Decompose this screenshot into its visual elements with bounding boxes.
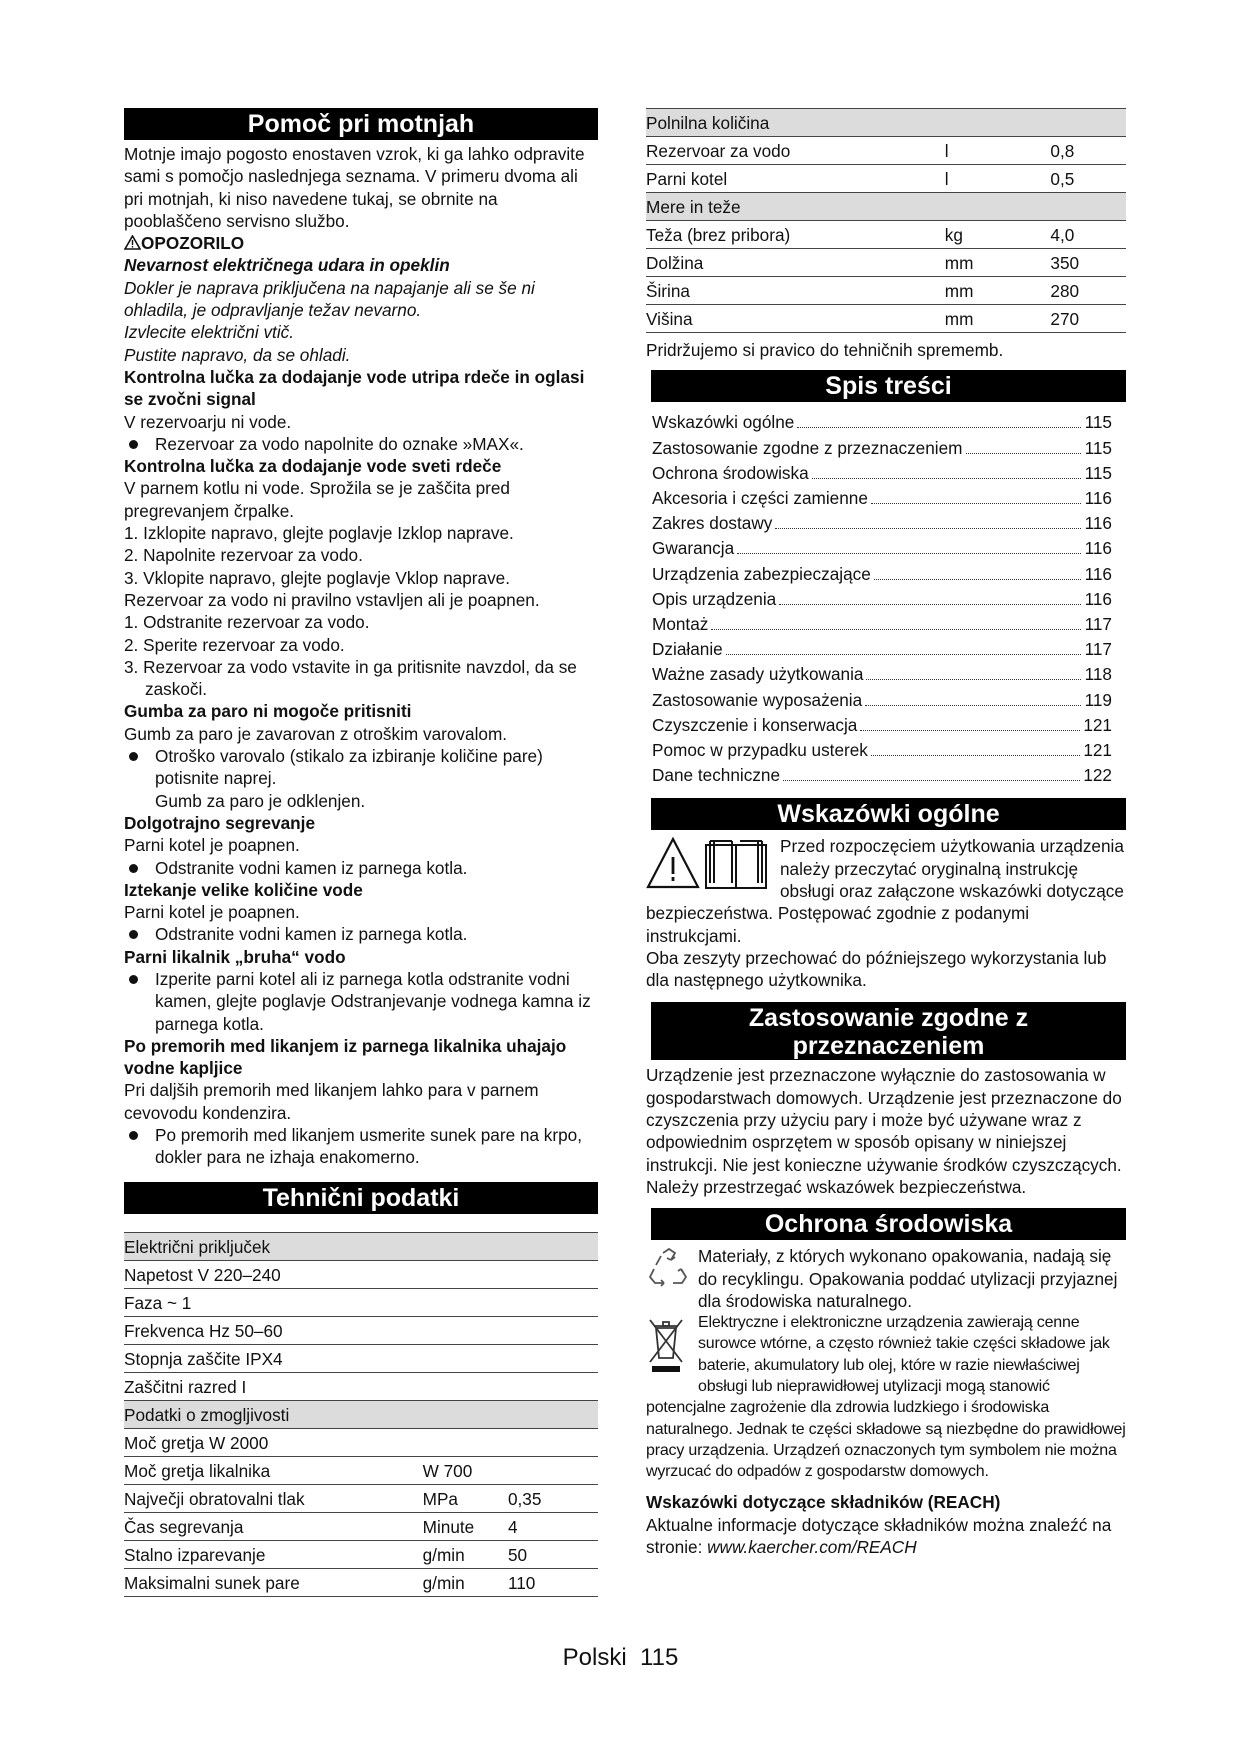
tech-section-row	[646, 109, 1126, 137]
environment-block	[646, 1245, 1126, 1482]
crossed-bin-icon	[646, 1316, 698, 1382]
reach-text-body: Aktualne informacje dotyczące składników można znaleźć na stronie:	[646, 1514, 1112, 1558]
toc-entry[interactable]	[652, 637, 1112, 662]
environment-text-weee: Elektryczne i elektroniczne urządzenia zawierają cenne surowce wtórne, a często również takie części składowe jak baterie, akumulatory lub olej, które w razie niewłaściwej obsługi lub nieprawidłowej utylizacji mogą stanowić potencjalne zagrożenie dla zdrowia ludzkiego i środowiska naturalnego. Jednak te części składowe są niezbędne do prawidłowej pracy urządzenia. Urządzeń oznaczonych tym symbolem nie można wyrzucać do odpadów z gospodarstw domowych.	[646, 1314, 1126, 1481]
tech-unit	[423, 1232, 508, 1260]
tech-row	[124, 1456, 598, 1484]
tech-label: Širina	[646, 277, 915, 305]
toc-entry-label: Zastosowanie zgodne z przeznaczeniem	[652, 437, 963, 458]
problem-title: Gumba za paro ni mogoče pritisniti	[124, 701, 412, 722]
tech-label: Maksimalni sunek pare	[124, 1568, 423, 1596]
tech-label: Faza ~ 1	[124, 1288, 423, 1316]
troubleshoot-intro: Motnje imajo pogosto enostaven vzrok, ki ga lahko odpravite sami s pomočjo naslednjega seznama. V primeru dvoma ali pri motnjah, ki niso navedene tukaj, se obrnite na pooblaščeno servisno službo.	[124, 144, 585, 231]
toc-entry[interactable]	[652, 662, 1112, 687]
toc-entry[interactable]	[652, 587, 1112, 612]
toc-entry-page: 116	[1084, 588, 1112, 609]
tech-label: Zaščitni razred I	[124, 1372, 423, 1400]
toc-entry[interactable]	[652, 763, 1112, 788]
toc-entry[interactable]	[652, 688, 1112, 713]
tech-data-table	[124, 1232, 598, 1597]
tech-row	[124, 1260, 598, 1288]
usage-text: Urządzenie jest przeznaczone wyłącznie do zastosowania w gospodarstwach domowych. Urządzenie jest przeznaczone do czyszczenia przy użyciu pary i może być używane wraz z odpowiednim osprzętem w sposób opisany w niniejszej instrukcji. Nie jest konieczne używanie środków czyszczących. Należy przestrzegać wskazówek bezpieczeństwa.	[646, 1065, 1122, 1197]
general-notes-block	[646, 835, 1126, 991]
tech-row	[646, 137, 1126, 165]
toc-entry-label: Zastosowanie wyposażenia	[652, 689, 863, 710]
toc-leader-dots	[775, 528, 1081, 529]
tech-label: Moč gretja W 2000	[124, 1428, 423, 1456]
toc-entry-page: 115	[1084, 437, 1112, 458]
tech-value	[508, 1288, 598, 1316]
problem-cause: V rezervoarju ni vode.	[124, 411, 292, 432]
section-heading-tech-data: Tehnični podatki	[124, 1182, 598, 1214]
remedy-bullet: Otroško varovalo (stikalo za izbiranje količine pare) potisnite naprej.	[124, 745, 598, 790]
toc-leader-dots	[865, 705, 1081, 706]
problem-cause: Parni kotel je poapnen.	[124, 835, 300, 856]
warning-triangle-icon	[124, 235, 141, 250]
section-heading-general: Wskazówki ogólne	[651, 798, 1126, 830]
toc-entry-page: 118	[1084, 664, 1112, 685]
right-column	[646, 108, 1126, 1558]
tech-label: Čas segrevanja	[124, 1512, 423, 1540]
recycling-icon	[646, 1247, 698, 1291]
tech-label: Stalno izparevanje	[124, 1540, 423, 1568]
danger-text: Dokler je naprava priključena na napajanje ali se še ni ohladila, je odpravljanje težav nevarno.	[124, 277, 535, 321]
tech-label: Podatki o zmogljivosti	[124, 1400, 423, 1428]
reach-title: Wskazówki dotyczące składników (REACH)	[646, 1492, 1001, 1513]
toc-entry[interactable]	[652, 738, 1112, 763]
reach-text	[646, 1514, 1126, 1559]
reach-link[interactable]: www.kaercher.com/REACH	[707, 1537, 917, 1558]
toc-entry-label: Działanie	[652, 639, 723, 660]
toc-leader-dots	[711, 629, 1081, 630]
tech-unit: mm	[915, 305, 1021, 333]
tech-value: 50	[508, 1540, 598, 1568]
tech-value	[508, 1372, 598, 1400]
toc-entry[interactable]	[652, 536, 1112, 561]
problem-title: Dolgotrajno segrevanje	[124, 812, 316, 833]
remedy-bullet: Odstranite vodni kamen iz parnega kotla.	[124, 857, 598, 879]
tech-label: Največji obratovalni tlak	[124, 1484, 423, 1512]
tech-row	[646, 221, 1126, 249]
remedy-result: Gumb za paro je odklenjen.	[155, 790, 366, 811]
tech-label: Parni kotel	[646, 165, 915, 193]
tech-value: 110	[508, 1568, 598, 1596]
tech-section-row	[124, 1400, 598, 1428]
danger-step: Izvlecite električni vtič.	[124, 322, 295, 343]
tech-value: 280	[1020, 277, 1126, 305]
tech-section-row	[646, 193, 1126, 221]
tech-value: 0,35	[508, 1484, 598, 1512]
section-heading-toc: Spis treści	[651, 370, 1126, 402]
tech-unit	[915, 109, 1021, 137]
warning-label: OPOZORILO	[141, 233, 245, 254]
rights-note: Pridržujemo si pravico do tehničnih sprememb.	[646, 340, 1004, 360]
tech-value: 4	[508, 1512, 598, 1540]
tech-value: 0,8	[1020, 137, 1126, 165]
toc-leader-dots	[871, 755, 1080, 756]
toc-entry-page: 116	[1084, 563, 1112, 584]
remedy-bullet: Izperite parni kotel ali iz parnega kotla odstranite vodni kamen, glejte poglavje Odstranjevanje vodnega kamna iz parnega kotla.	[124, 968, 598, 1035]
remedy-step: 3. Rezervoar za vodo vstavite in ga pritisnite navzdol, da se zaskoči.	[124, 656, 577, 700]
toc-entry-label: Opis urządzenia	[652, 588, 777, 609]
tech-unit	[915, 193, 1021, 221]
manual-icons	[644, 833, 776, 897]
tech-row	[124, 1568, 598, 1596]
problem-title: Iztekanje velike količine vode	[124, 879, 363, 900]
problem-title: Po premorih med likanjem iz parnega likalnika uhajajo vodne kapljice	[124, 1035, 567, 1079]
problem-cause: Pri daljših premorih med likanjem lahko para v parnem cevovodu kondenzira.	[124, 1080, 539, 1123]
tech-value	[508, 1400, 598, 1428]
tech-label: Dolžina	[646, 249, 915, 277]
tech-row	[124, 1288, 598, 1316]
tech-row	[124, 1344, 598, 1372]
toc-entry-page: 117	[1084, 613, 1112, 634]
environment-text: Materiały, z których wykonano opakowania, nadają się do recyklingu. Opakowania poddać utylizacji przyjaznej dla środowiska naturalnego.	[698, 1246, 1118, 1311]
tech-label: Teža (brez pribora)	[646, 221, 915, 249]
remedy-bullet: Odstranite vodni kamen iz parnega kotla.	[124, 923, 598, 945]
tech-data-table-continued	[646, 108, 1126, 333]
tech-unit	[423, 1260, 508, 1288]
page-number: 115	[640, 1644, 679, 1671]
tech-unit: g/min	[423, 1568, 508, 1596]
tech-unit	[423, 1428, 508, 1456]
tech-label: Višina	[646, 305, 915, 333]
toc-entry-label: Ochrona środowiska	[652, 462, 809, 483]
danger-step: Pustite napravo, da se ohladi.	[124, 344, 351, 365]
tech-row	[124, 1428, 598, 1456]
tech-row	[646, 277, 1126, 305]
tech-value: 270	[1020, 305, 1126, 333]
tech-value: 0,5	[1020, 165, 1126, 193]
tech-value	[508, 1344, 598, 1372]
tech-section-row	[124, 1232, 598, 1260]
toc-leader-dots	[737, 553, 1081, 554]
toc-entry-page: 117	[1084, 639, 1112, 660]
general-notes-text: Przed rozpoczęciem użytkowania urządzenia należy przeczytać oryginalną instrukcję obsługi oraz załączone wskazówki dotyczące bezpieczeństwa. Postępować zgodnie z podanymi instrukcjami.	[646, 836, 1124, 946]
toc-entry-page: 116	[1084, 513, 1112, 534]
tech-unit: l	[915, 165, 1021, 193]
toc-entry-page: 119	[1084, 689, 1112, 710]
toc-entry-label: Akcesoria i części zamienne	[652, 487, 868, 508]
tech-unit: mm	[915, 277, 1021, 305]
tech-label: Stopnja zaščite IPX4	[124, 1344, 423, 1372]
tech-label: Električni priključek	[124, 1232, 423, 1260]
tech-value	[508, 1428, 598, 1456]
tech-label: Rezervoar za vodo	[646, 137, 915, 165]
remedy-step: 1. Odstranite rezervoar za vodo.	[124, 612, 370, 633]
warning-line	[124, 232, 598, 254]
tech-row	[646, 165, 1126, 193]
left-column	[124, 108, 598, 1597]
tech-label: Moč gretja likalnika	[124, 1456, 423, 1484]
toc-entry-label: Urządzenia zabezpieczające	[652, 563, 871, 584]
tech-unit	[423, 1316, 508, 1344]
toc-entry-page: 121	[1083, 739, 1112, 760]
tech-unit: W 700	[423, 1456, 508, 1484]
page-footer	[0, 1644, 1241, 1672]
section-heading-usage: Zastosowanie zgodne z przeznaczeniem	[651, 1002, 1126, 1060]
toc-entry-page: 121	[1083, 714, 1112, 735]
tech-value	[508, 1232, 598, 1260]
problem-title: Parni likalnik „bruha“ vodo	[124, 946, 346, 967]
tech-label: Frekvenca Hz 50–60	[124, 1316, 423, 1344]
tech-row	[646, 305, 1126, 333]
tech-row	[124, 1372, 598, 1400]
toc-entry-page: 115	[1084, 462, 1112, 483]
tech-row	[124, 1316, 598, 1344]
tech-value	[508, 1456, 598, 1484]
toc-entry-label: Gwarancja	[652, 538, 735, 559]
tech-value	[1020, 193, 1126, 221]
toc-leader-dots	[812, 478, 1081, 479]
toc-leader-dots	[783, 780, 1080, 781]
problem-title: Kontrolna lučka za dodajanje vode utripa rdeče in oglasi se zvočni signal	[124, 366, 585, 410]
tech-label: Mere in teže	[646, 193, 915, 221]
tech-unit	[423, 1288, 508, 1316]
tech-unit: l	[915, 137, 1021, 165]
remedy-step: 1. Izklopite napravo, glejte poglavje Izklop naprave.	[124, 523, 514, 544]
general-notes-text2: Oba zeszyty przechować do późniejszego wykorzystania lub dla następnego użytkownika.	[646, 947, 1107, 991]
toc-entry-page: 116	[1084, 538, 1112, 559]
tech-value: 350	[1020, 249, 1126, 277]
tech-row	[646, 249, 1126, 277]
section-heading-environment: Ochrona środowiska	[651, 1208, 1126, 1240]
tech-value	[1020, 109, 1126, 137]
problem-title: Kontrolna lučka za dodajanje vode sveti rdeče	[124, 456, 502, 477]
toc-leader-dots	[871, 503, 1081, 504]
tech-value	[508, 1260, 598, 1288]
toc-entry-label: Czyszczenie i konserwacja	[652, 714, 858, 735]
tech-unit: mm	[915, 249, 1021, 277]
toc-entry-label: Zakres dostawy	[652, 513, 773, 534]
remedy-bullet: Rezervoar za vodo napolnite do oznake »MAX«.	[124, 433, 598, 455]
problem-cause: V parnem kotlu ni vode. Sprožila se je zaščita pred pregrevanjem črpalke.	[124, 478, 510, 521]
toc-leader-dots	[797, 427, 1081, 428]
section-heading-troubleshooting: Pomoč pri motnjah	[124, 108, 598, 140]
danger-title: Nevarnost električnega udara in opeklin	[124, 255, 450, 276]
toc-entry-label: Wskazówki ogólne	[652, 412, 795, 433]
remedy-step: 2. Sperite rezervoar za vodo.	[124, 634, 345, 655]
toc-entry[interactable]	[652, 612, 1112, 637]
remedy-step: 3. Vklopite napravo, glejte poglavje Vklop naprave.	[124, 567, 511, 588]
toc-leader-dots	[860, 730, 1080, 731]
tech-value: 4,0	[1020, 221, 1126, 249]
toc-entry[interactable]	[652, 436, 1112, 461]
tech-label: Napetost V 220–240	[124, 1260, 423, 1288]
remedy-step: 2. Napolnite rezervoar za vodo.	[124, 545, 363, 566]
toc-entry-label: Pomoc w przypadku usterek	[652, 739, 868, 760]
toc-leader-dots	[726, 654, 1081, 655]
toc-entry[interactable]	[652, 410, 1112, 435]
toc-entry-label: Ważne zasady użytkowania	[652, 664, 864, 685]
toc-entry[interactable]	[652, 562, 1112, 587]
problem-cause: Rezervoar za vodo ni pravilno vstavljen ali je poapnen.	[124, 589, 540, 610]
toc-entry[interactable]	[652, 486, 1112, 511]
table-of-contents	[652, 410, 1112, 788]
tech-value	[508, 1316, 598, 1344]
problem-cause: Parni kotel je poapnen.	[124, 902, 300, 923]
footer-language: Polski	[562, 1644, 627, 1671]
manual-book-icon	[706, 841, 766, 888]
toc-entry[interactable]	[652, 461, 1112, 486]
tech-unit	[423, 1344, 508, 1372]
toc-leader-dots	[966, 453, 1082, 454]
toc-entry-page: 122	[1083, 765, 1112, 786]
toc-entry[interactable]	[652, 713, 1112, 738]
tech-row	[124, 1512, 598, 1540]
toc-entry-label: Dane techniczne	[652, 765, 781, 786]
toc-entry-page: 116	[1084, 487, 1112, 508]
toc-entry-label: Montaż	[652, 613, 709, 634]
tech-unit: Minute	[423, 1512, 508, 1540]
toc-entry[interactable]	[652, 511, 1112, 536]
toc-entry-page: 115	[1084, 412, 1112, 433]
remedy-bullet: Po premorih med likanjem usmerite sunek pare na krpo, dokler para ne izhaja enakomerno.	[124, 1124, 598, 1169]
tech-row	[124, 1540, 598, 1568]
tech-unit: kg	[915, 221, 1021, 249]
tech-unit: g/min	[423, 1540, 508, 1568]
toc-leader-dots	[779, 604, 1081, 605]
tech-unit: MPa	[423, 1484, 508, 1512]
tech-unit	[423, 1400, 508, 1428]
toc-leader-dots	[866, 679, 1081, 680]
tech-row	[124, 1484, 598, 1512]
problem-cause: Gumb za paro je zavarovan z otroškim varovalom.	[124, 723, 508, 744]
toc-leader-dots	[874, 579, 1081, 580]
tech-unit	[423, 1372, 508, 1400]
warning-triangle-icon	[648, 839, 698, 887]
tech-label: Polnilna količina	[646, 109, 915, 137]
